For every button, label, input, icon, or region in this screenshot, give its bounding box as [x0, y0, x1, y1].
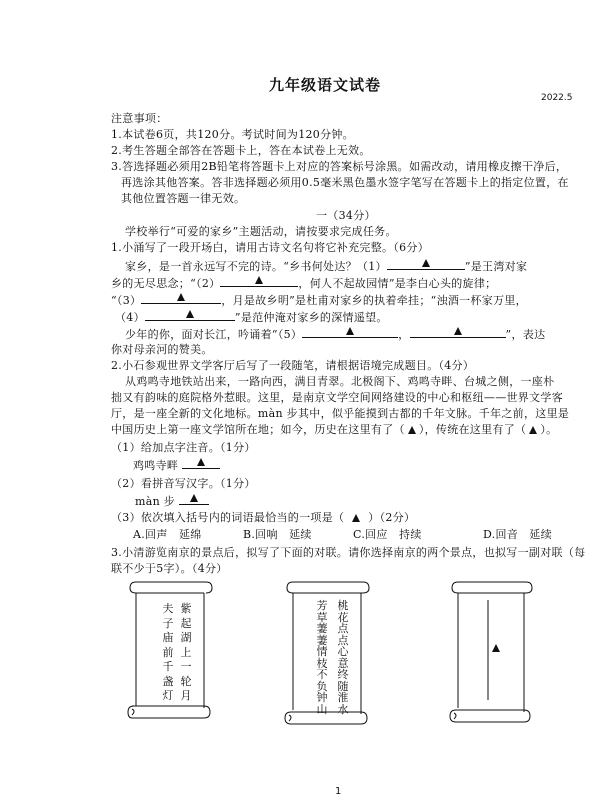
triangle-icon — [186, 310, 194, 318]
q2-para-3: 厅，是一座全新的文化地标。màn 步其中，似乎能摸到古都的千年文脉。千年之前，这里是 — [111, 407, 570, 420]
option-c[interactable]: C.回应 持续 — [353, 528, 422, 541]
q1-text: 乡的无尽思念；“（2） — [111, 277, 221, 290]
answer-blank[interactable] — [220, 274, 298, 287]
triangle-icon — [190, 494, 198, 502]
notice-heading: 注意事项： — [111, 112, 168, 125]
answer-blank[interactable] — [410, 325, 506, 338]
q1-text: ”，表达 — [505, 328, 546, 341]
answer-blank[interactable] — [145, 308, 235, 321]
q2-text: ）。 — [540, 423, 558, 436]
triangle-icon — [177, 293, 185, 301]
triangle-icon — [408, 426, 416, 434]
notice-item-3-cont2: 其他位置答题一律无效。 — [121, 192, 246, 205]
answer-blank[interactable] — [387, 257, 465, 270]
q2-sub-3 — [111, 510, 415, 526]
triangle-icon — [255, 276, 263, 284]
q2-text: （3）依次填入括号内的词语最恰当的一项是（ — [111, 511, 345, 524]
triangle-icon — [346, 327, 354, 335]
couplet-1-left: 夫子庙前千盏灯 — [162, 602, 174, 702]
q1-text: “（3） — [111, 294, 142, 307]
couplet-scroll-2 — [283, 578, 371, 728]
couplet-scroll-1 — [126, 578, 214, 723]
triangle-icon — [197, 458, 205, 466]
q1-line-2 — [111, 274, 496, 292]
q1-text: ”是王湾对家 — [464, 260, 528, 273]
q1-text: ”是范仲淹对家乡的深情遥望。 — [234, 311, 388, 324]
q2-para-4 — [111, 422, 557, 438]
q1-text: （4） — [115, 311, 145, 324]
notice-item-2: 2.考生答题全部答在答题卡上，答在本试卷上无效。 — [111, 144, 371, 157]
page-number: 1 — [335, 786, 342, 797]
q1-line-6: 你对母亲河的赞美。 — [111, 343, 213, 356]
q2-text: 鸡鸣寺畔 — [133, 459, 179, 472]
option-d[interactable]: D.回音 延续 — [483, 528, 553, 541]
q2-text: 中国历史上第一座文学馆所在地；如今，历史在这里有了（ — [111, 423, 405, 436]
q1-stem: 1.小涌写了一段开场白，请用古诗文名句将它补充完整。（6分） — [111, 241, 429, 254]
triangle-icon — [454, 327, 462, 335]
triangle-icon — [492, 644, 500, 652]
q2-para-2: 拙又有韵味的庭院格外惹眼。这里，是南京文学空间网络建设的中心和枢纽——世界文学客 — [111, 391, 563, 404]
couplet-2-left: 芳草萋萋情枝不负钟山 — [316, 599, 328, 716]
answer-blank[interactable] — [182, 456, 220, 469]
q2-text: ），传统在这里有了（ — [418, 423, 527, 436]
q1-text: ， — [398, 328, 410, 341]
notice-item-3: 3.答选择题必须用2B铅笔将答题卡上对应的答案标号涂黑。如需改动，请用橡皮擦干净后， — [111, 160, 568, 173]
answer-blank[interactable] — [141, 291, 221, 304]
q1-line-5 — [125, 325, 545, 343]
answer-blank[interactable] — [302, 325, 398, 338]
q1-text: ，月是故乡明”是杜甫对家乡的执着牵挂；“浊酒一杯家万里， — [221, 294, 527, 307]
couplet-1-right: 紫起湖上一轮月 — [180, 602, 192, 702]
notice-item-3-cont: 再选涂其他答案。答非选择题必须用0.5毫米黑色墨水签字笔写在答题卡上的指定位置，在 — [121, 176, 569, 189]
scroll-frame — [448, 578, 534, 728]
q1-text: 家乡，是一首永远写不完的诗。“乡书何处达？（1） — [125, 260, 387, 273]
option-a[interactable]: A.回声 延绵 — [133, 528, 202, 541]
q3-stem-cont: 联不少于5字）。（4分） — [111, 562, 228, 575]
notice-item-1: 1.本试卷6页，共120分。考试时间为120分钟。 — [111, 128, 354, 141]
answer-blank[interactable] — [179, 492, 209, 505]
q2-text: ）（2分） — [368, 511, 416, 524]
couplet-scroll-3[interactable] — [448, 578, 534, 728]
q2-sub-2: （2）看拼音写汉字。（1分） — [111, 477, 256, 490]
option-b[interactable]: B.回响 延续 — [243, 528, 312, 541]
q2-para-1: 从鸡鸣寺地铁站出来，一路向西，满目青翠。北极阁下、鸡鸣寺畔、台城之侧，一座朴 — [125, 375, 555, 388]
exam-date: 2022.5 — [541, 93, 573, 103]
q1-line-4 — [115, 308, 388, 326]
couplet-2-right: 桃花点点心意终随淮水 — [337, 599, 349, 716]
exam-title: 九年级语文试卷 — [269, 76, 382, 94]
triangle-icon — [422, 259, 430, 267]
q2-sub-2-word — [135, 492, 209, 510]
q1-text: ，何人不起故园情”是李白心头的旋律； — [298, 277, 497, 290]
q1-line-3 — [111, 291, 527, 309]
q2-sub-1-word — [133, 456, 220, 474]
q2-stem: 2.小石参观世界文学客厅后写了一段随笔，请根据语境完成题目。（4分） — [111, 359, 475, 372]
q2-text: màn 步 — [135, 495, 176, 508]
q3-stem: 3.小清游览南京的景点后，拟写了下面的对联。请你选择南京的两个景点，也拟写一副对联（每 — [111, 546, 586, 559]
q1-line-1 — [125, 257, 527, 275]
section-title: 一（34分） — [316, 209, 376, 222]
section-intro: 学校举行“可爱的家乡”主题活动，请按要求完成任务。 — [125, 225, 397, 238]
q1-text: 少年的你，面对长江，吟诵着“（5） — [125, 328, 303, 341]
triangle-icon — [529, 426, 537, 434]
q2-sub-1: （1）给加点字注音。（1分） — [111, 441, 256, 454]
triangle-icon — [352, 514, 360, 522]
